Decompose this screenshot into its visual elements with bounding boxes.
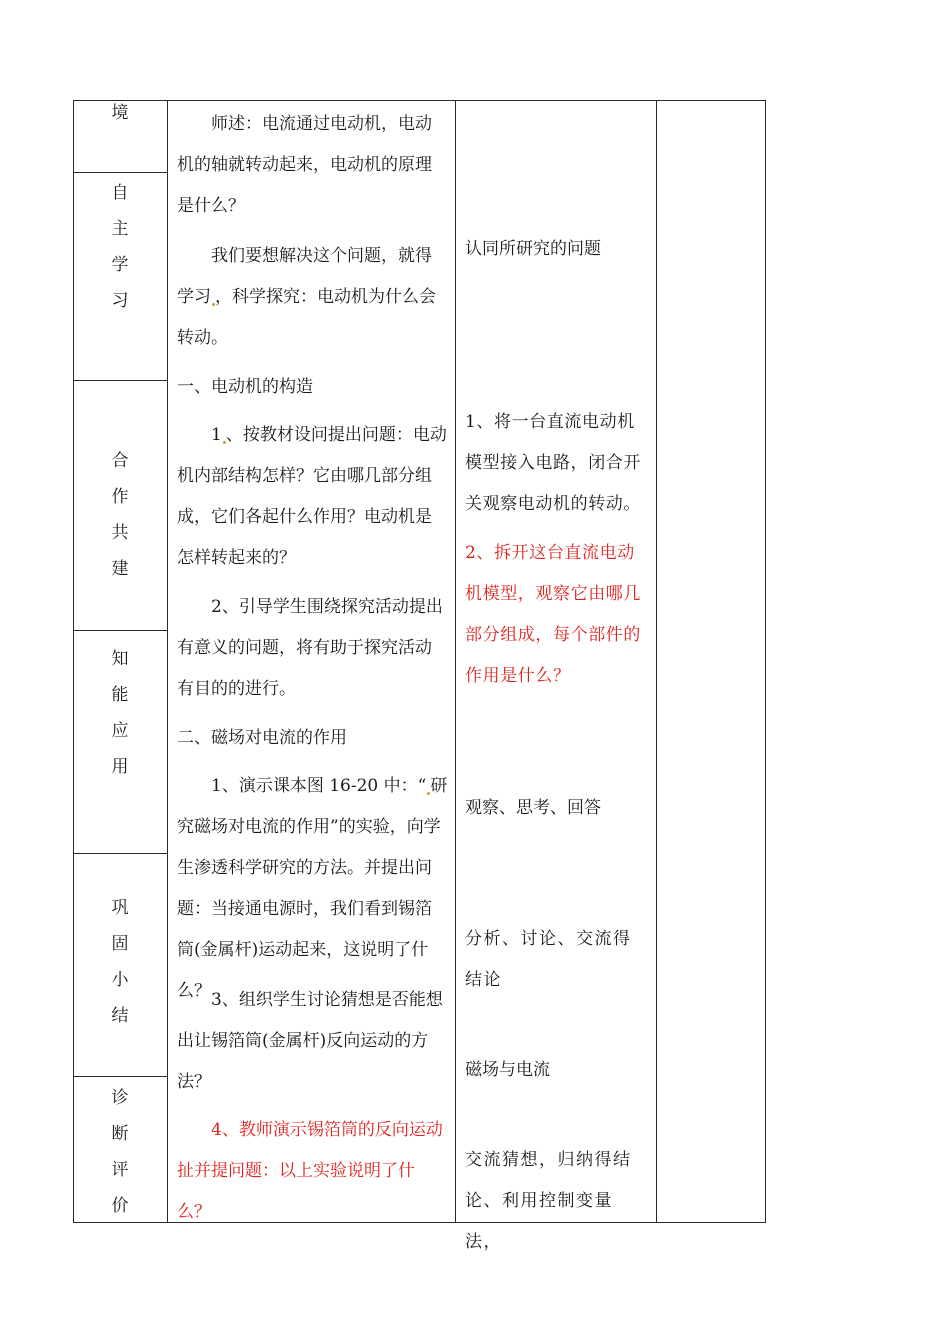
- table-top-border: [73, 100, 766, 101]
- stage-label-hezuo: 合 作 共 建: [111, 451, 129, 579]
- stage-label-zhineng: 知 能 应 用: [111, 649, 129, 777]
- teacher-step-2: 2、引导学生围绕探究活动提出有意义的问题，将有助于探究活动有目的的进行。: [177, 597, 443, 699]
- row-divider-2: [73, 380, 168, 381]
- teacher-demo-1-b: 研究磁场对电流的作用”的实验，向学生渗透科学研究的方法。并提出问题：当接通电源时，我们看到锡箔筒(金属杆)运动起来，这说明了什么？: [177, 776, 448, 1001]
- teacher-demo-4: 4、教师演示锡箔筒的反向运动扯并提问题：以上实验说明了什么？: [177, 1120, 443, 1222]
- col-divider-1: [167, 100, 168, 1223]
- table-right-border: [765, 100, 766, 1223]
- teacher-discussion-3: 3、组织学生讨论猜想是否能想出让锡箔筒(金属杆)反向运动的方法？: [177, 990, 443, 1092]
- student-accept-question: 认同所研究的问题: [465, 239, 601, 259]
- student-magnetic-current: 磁场与电流: [465, 1060, 550, 1080]
- stage-label-jing: 境: [111, 103, 129, 123]
- section-heading-1: 一、电动机的构造: [177, 377, 313, 397]
- teacher-motivation: [177, 236, 448, 359]
- section-heading-2: 二、磁场对电流的作用: [177, 728, 347, 748]
- row-divider-5: [73, 1076, 168, 1077]
- col-divider-3: [656, 100, 657, 1223]
- row-divider-3: [73, 630, 168, 631]
- teacher-demo-1: [177, 766, 448, 1012]
- table-left-border: [73, 100, 74, 1223]
- row-divider-1: [73, 172, 168, 173]
- student-step-2: 2、拆开这台直流电动机模型，观察它由哪几部分组成，每个部件的作用是什么？: [465, 543, 641, 686]
- student-step-1: 1、将一台直流电动机模型接入电路，闭合开关观察电动机的转动。: [465, 412, 641, 514]
- stage-label-zhenduan: 诊 断 评 价: [111, 1088, 129, 1216]
- teacher-motivation-a: 我们要想解决这个问题，就得学习: [177, 246, 432, 307]
- col-divider-2: [455, 100, 456, 1223]
- teacher-intro: 师述：电流通过电动机，电动机的轴就转动起来，电动机的原理是什么？: [177, 114, 432, 216]
- row-divider-4: [73, 853, 168, 854]
- teacher-step-1-text: 、按教材设问提出问题：电动机内部结构怎样？它由哪几部分组成，它们各起什么作用？电动机是怎样转起来的？: [177, 425, 447, 568]
- stage-label-zizhu: 自 主 学 习: [111, 183, 129, 311]
- teacher-step-1: [177, 415, 448, 579]
- student-conclude: 交流猜想，归纳得结论、利用控制变量法，: [465, 1150, 632, 1252]
- teacher-demo-1-a: 1、演示课本图 16-20 中：“: [211, 776, 427, 796]
- student-analyze: 分析、讨论、交流得结论: [465, 929, 632, 990]
- teacher-motivation-b: ，科学探究：电动机为什么会转动。: [177, 287, 436, 348]
- student-observe: 观察、思考、回答: [465, 798, 601, 818]
- stage-label-gonggu: 巩 固 小 结: [111, 898, 129, 1026]
- teacher-step-1-num: 1: [211, 425, 222, 445]
